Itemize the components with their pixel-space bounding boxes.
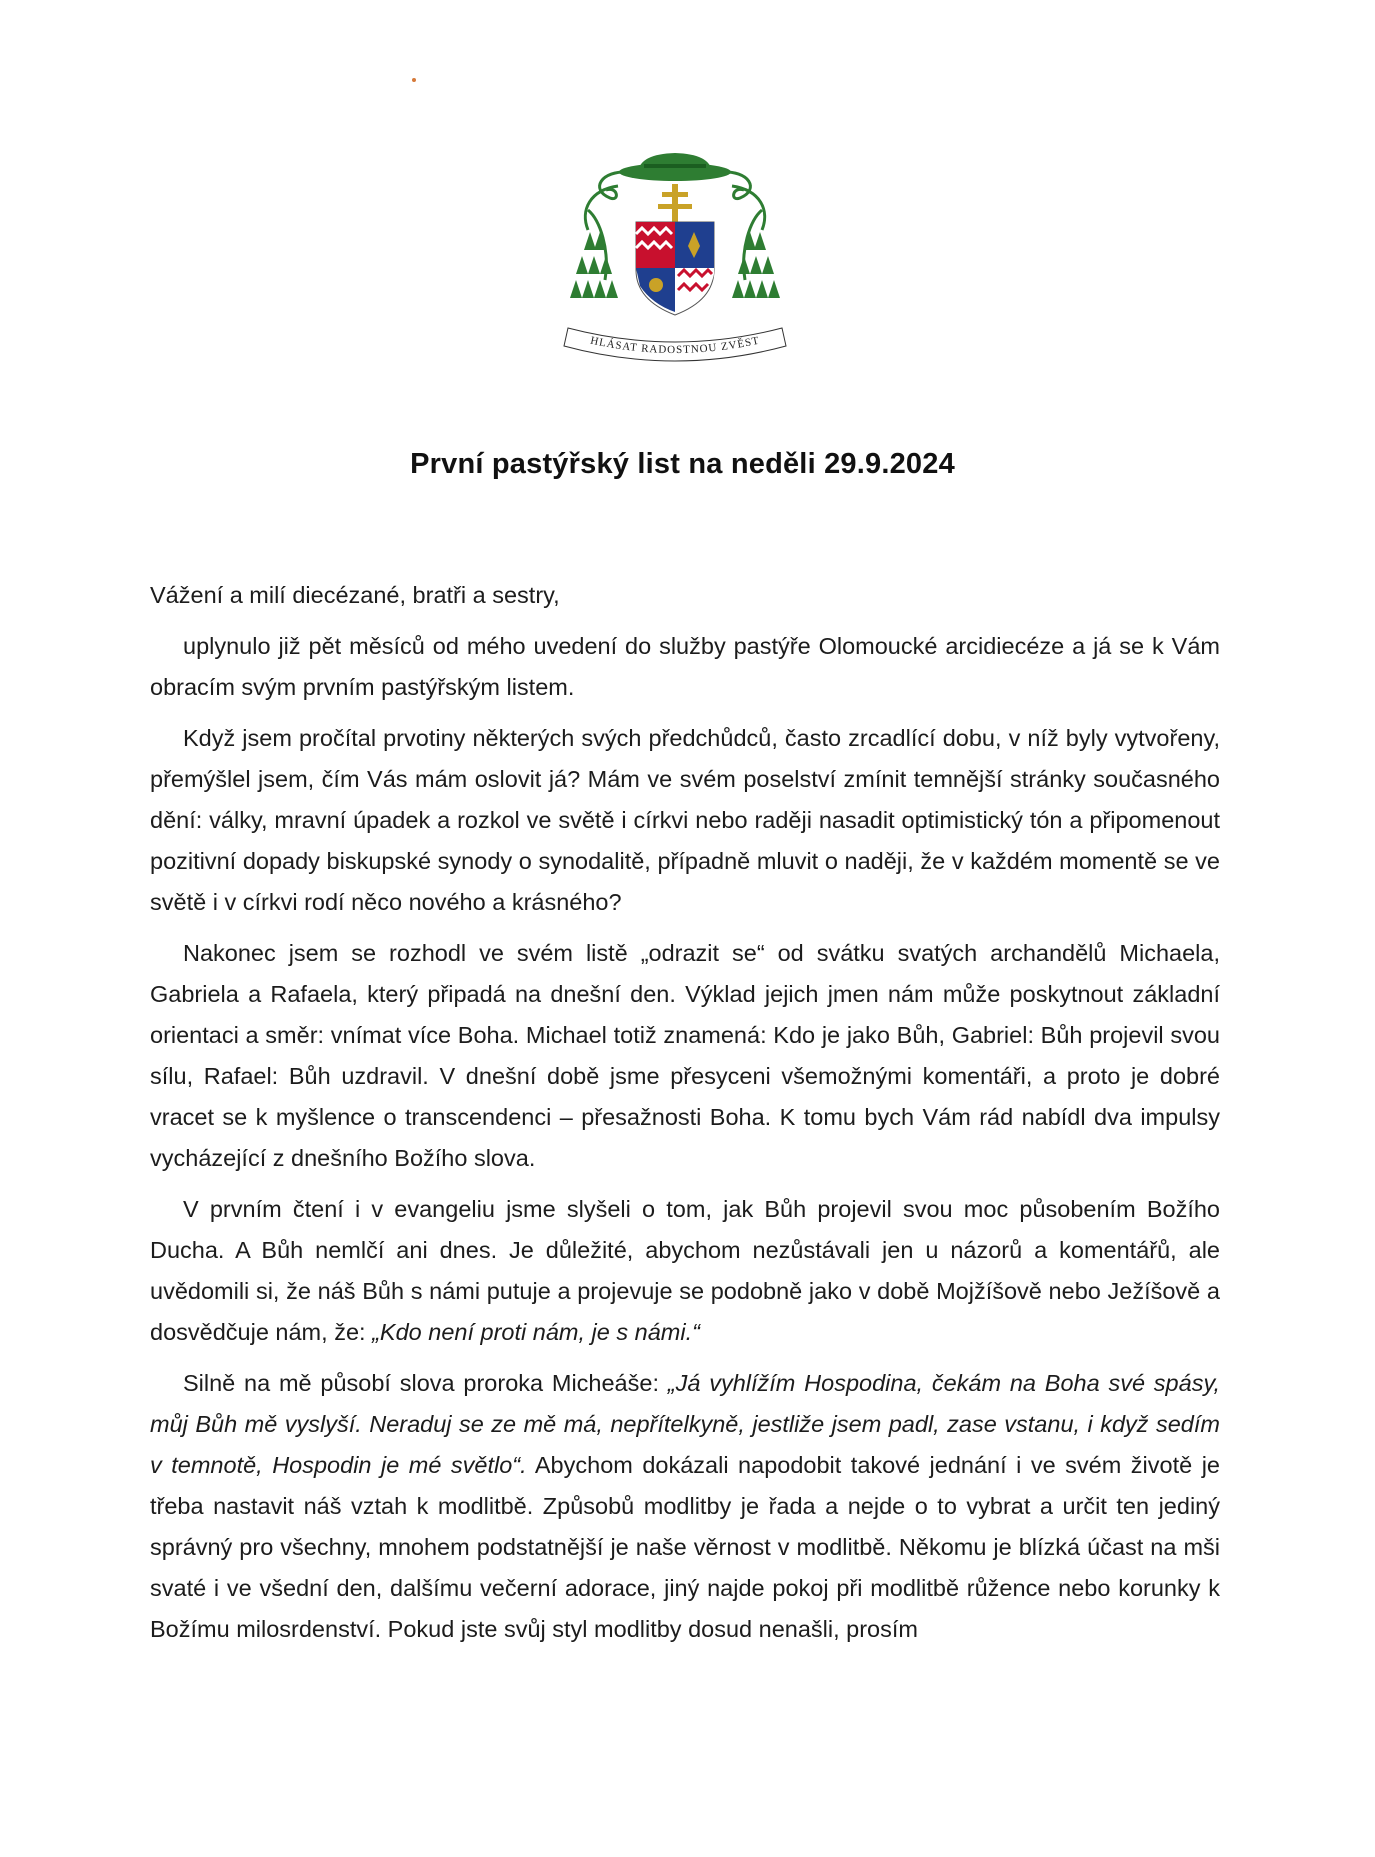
quote-micah-7-7: „Já vyhlížím Hospodina, čekám na Boha své spásy, můj Bůh mě vyslyší. Neraduj se ze mě má, nepřítelkyně, jestliže jsem padl, zase vstanu, i když sedím v temnotě, Hospodin je mé světlo“. (150, 1370, 1220, 1478)
quote-mark-9-40: „Kdo není proti nám, je s námi.“ (372, 1319, 700, 1345)
scan-speck (412, 78, 416, 82)
archiepiscopal-cross-icon (658, 184, 692, 224)
motto-text: HLÁSAT RADOSTNOU ZVĚST (589, 334, 761, 357)
motto-ribbon (564, 328, 786, 361)
salutation: Vážení a milí diecézané, bratři a sestry, (150, 582, 560, 608)
left-tassels-icon (570, 232, 618, 298)
paragraph-1: uplynulo již pět měsíců od mého uvedení do služby pastýře Olomoucké arcidiecéze a já se k Vám obracím svým prvním pastýřským listem. (150, 633, 1220, 700)
paragraph-4: V prvním čtení i v evangeliu jsme slyšeli o tom, jak Bůh projevil svou moc působením Božího Ducha. A Bůh nemlčí ani dnes. Je důležité, abychom nezůstávali jen u názorů a komentářů, ale uvědomili si, že náš Bůh s námi putuje a projevuje se podobně jako v době Mojžíšově nebo Ježíšově a dosvědčuje nám, že: „Kdo není proti nám, je s námi.“ (150, 1196, 1220, 1345)
galero-hat-icon (619, 153, 731, 181)
paragraph-2: Když jsem pročítal prvotiny některých svých předchůdců, často zrcadlící dobu, v níž byly vytvořeny, přemýšlel jsem, čím Vás mám oslovit já? Mám ve svém poselství zmínit temnější stránky současného dění: války, mravní úpadek a rozkol ve světě i církvi nebo raději nasadit optimistický tón a připomenout pozitivní dopady biskupské synody o synodalitě, případně mluvit o naději, že v každém momentě se ve světě i v církvi rodí něco nového a krásného? (150, 725, 1220, 915)
paragraph-5: Silně na mě působí slova proroka Micheáše: „Já vyhlížím Hospodina, čekám na Boha své spásy, můj Bůh mě vyslyší. Neraduj se ze mě má, nepřítelkyně, jestliže jsem padl, zase vstanu, i když sedím v temnotě, Hospodin je mé světlo“. Abychom dokázali napodobit takové jednání i ve svém životě je třeba nastavit náš vztah k modlitbě. Způsobů modlitby je řada a nejde o to vybrat a určit ten jediný správný pro všechny, mnohem podstatnější je naše věrnost v modlitbě. Někomu je blízká účast na mši svaté i ve všední den, dalšímu večerní adorace, jiný najde pokoj při modlitbě růžence nebo korunky k Božímu milosrdenství. Pokud jste svůj styl modlitby dosud nenašli, prosím (150, 1370, 1220, 1642)
page-title: První pastýřský list na neděli 29.9.2024 (410, 448, 955, 480)
right-tassels-icon (732, 232, 780, 298)
coat-of-arms (560, 150, 790, 390)
shield-icon (636, 222, 714, 315)
letter-body (150, 575, 1220, 1650)
paragraph-3: Nakonec jsem se rozhodl ve svém listě „odrazit se“ od svátku svatých archandělů Michaela, Gabriela a Rafaela, který připadá na dnešní den. Výklad jejich jmen nám může poskytnout základní orientaci a směr: vnímat více Boha. Michael totiž znamená: Kdo je jako Bůh, Gabriel: Bůh projevil svou sílu, Rafael: Bůh uzdravil. V dnešní době jsme přesyceni všemožnými komentáři, a proto je dobré vracet se k myšlence o transcendenci – přesažnosti Boha. K tomu bych Vám rád nabídl dva impulsy vycházející z dnešního Božího slova. (150, 940, 1220, 1171)
